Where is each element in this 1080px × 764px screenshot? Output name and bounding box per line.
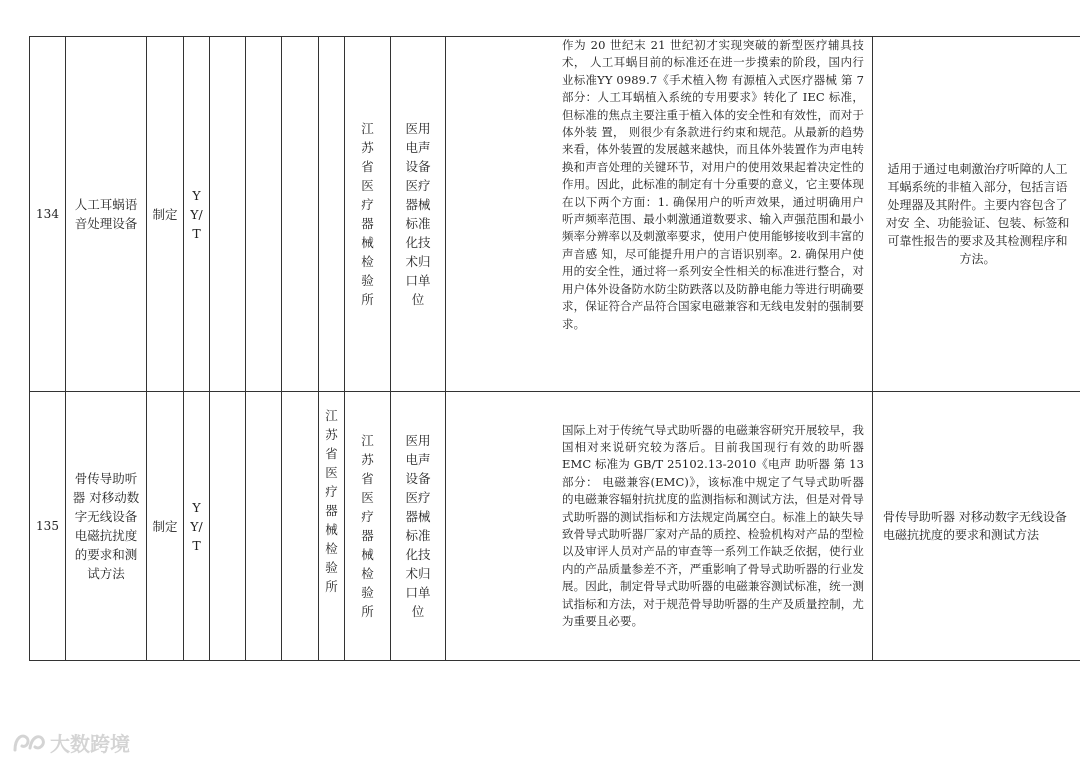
- drafting-unit: 江苏省医疗器械检验所: [325, 408, 338, 594]
- drafter-cell: [319, 37, 345, 392]
- scope-text: 骨传导助听器 对移动数字无线设备电磁抗扰度的要求和测试方法: [883, 510, 1067, 542]
- empty-cell: [246, 37, 282, 392]
- type-cell: [147, 392, 184, 661]
- row-number: 134: [30, 37, 66, 392]
- purpose-cell: [446, 37, 873, 392]
- purpose-text: 作为 20 世纪末 21 世纪初才实现突破的新型医疗辅具技术， 人工耳蜗目前的标准还在进一步摸索的阶段，国内行业标准YY 0989.7《手术植入物 有源植入式医疗器械 第 7 部分：人工耳蜗植入系统的专用要求》转化了 IEC 标准，但标准的焦点主要注重于植入体的安全性和有效性，而对于体外装 置， 则很少有条款进行约束和规范。从最新的趋势来看，体外装置的发展越来越快，而且体外装置作为声电转换和声音处理的关键环节，对用户的使用效果起着决定性的作用。因此，此标准的制定有十分重要的意义，它主要体现在以下两个方面：1. 确保用户的听声效果，通过明确用户听声频率范围、最小刺激通道数要求、输入声强范围和最小频率分辨率以及刺激率要求，使用户使用能够接收到丰富的声音感 知，尽可能提升用户的言语识别率。2. 确保用户使用的安全性，通过将一系列安全性相关的标准进行整合，对用户体外设备防水防尘防跌落以及防静电能力等进行明确要求，保证符合产品符合国家电磁兼容和无线电发射的强制要求。: [562, 38, 864, 331]
- standard-category: YY/T: [190, 499, 203, 553]
- organization: 江苏省医疗器械检验所: [361, 433, 374, 619]
- category-cell: [184, 392, 210, 661]
- empty-cell: [246, 392, 282, 661]
- type-cell: [147, 37, 184, 392]
- purpose-cell: [446, 392, 873, 661]
- scope-cell: [873, 37, 1080, 392]
- drafter-cell: [319, 392, 345, 661]
- purpose-text: 国际上对于传统气导式助听器的电磁兼容研究开展较早，我国相对来说研究较为落后。目前我国现行有效的助听器 EMC 标准为 GB/T 25102.13-2010《电声 助听器 第 13 部分： 电磁兼容(EMC)》，该标准中规定了气导式助听器的电磁兼容辐射抗扰度的监测指标和测试方法，但是对骨导式助听器的测试指标和方法规定尚属空白。标准上的缺失导致骨导式助听器厂家对产品的质控、检验机构对产品的型检以及审评人员对产品的审查等一系列工作缺乏依据，使行业内的产品质量参差不齐，严重影响了骨导式助听器的行业发展。因此，制定骨导式助听器的电磁兼容测试标准，统一测试指标和方法，对于规范骨导助听器的生产及质量控制，尤为重要且必要。: [562, 422, 864, 629]
- committee-cell: [391, 392, 446, 661]
- organization: 江苏省医疗器械检验所: [361, 121, 374, 307]
- standard-name-cell: [66, 392, 147, 661]
- table-row: [30, 392, 1080, 661]
- committee-cell: [391, 37, 446, 392]
- empty-cell: [210, 392, 246, 661]
- technical-committee: 医用电声设备医疗器械标准化技术归口单位: [405, 121, 431, 307]
- standard-name: 人工耳蜗语音处理设备: [74, 197, 138, 231]
- standard-name: 骨传导助听器 对移动数字无线设备电磁抗扰度的要求和测试方法: [72, 471, 140, 581]
- row-number: 135: [30, 392, 66, 661]
- technical-committee: 医用电声设备医疗器械标准化技术归口单位: [405, 433, 431, 619]
- standards-table: [29, 36, 1080, 661]
- category-cell: [184, 37, 210, 392]
- project-type: 制定: [152, 518, 178, 534]
- org-cell: [345, 37, 391, 392]
- empty-cell: [210, 37, 246, 392]
- empty-cell: [282, 392, 319, 661]
- org-cell: [345, 392, 391, 661]
- empty-cell: [282, 37, 319, 392]
- standard-name-cell: [66, 37, 147, 392]
- table-row: [30, 37, 1080, 392]
- scope-text: 适用于通过电刺激治疗听障的人工耳蜗系统的非植入部分，包括言语处理器及其附件。主要内容包含了对安 全、功能验证、包装、标签和可靠性报告的要求及其检测程序和方法。: [885, 162, 1070, 266]
- watermark-text: 大数跨境: [50, 731, 130, 756]
- standard-category: YY/T: [190, 187, 203, 241]
- brand-logo-icon: [12, 730, 46, 754]
- brand-watermark: [12, 728, 130, 756]
- project-type: 制定: [152, 206, 178, 222]
- scope-cell: [873, 392, 1080, 661]
